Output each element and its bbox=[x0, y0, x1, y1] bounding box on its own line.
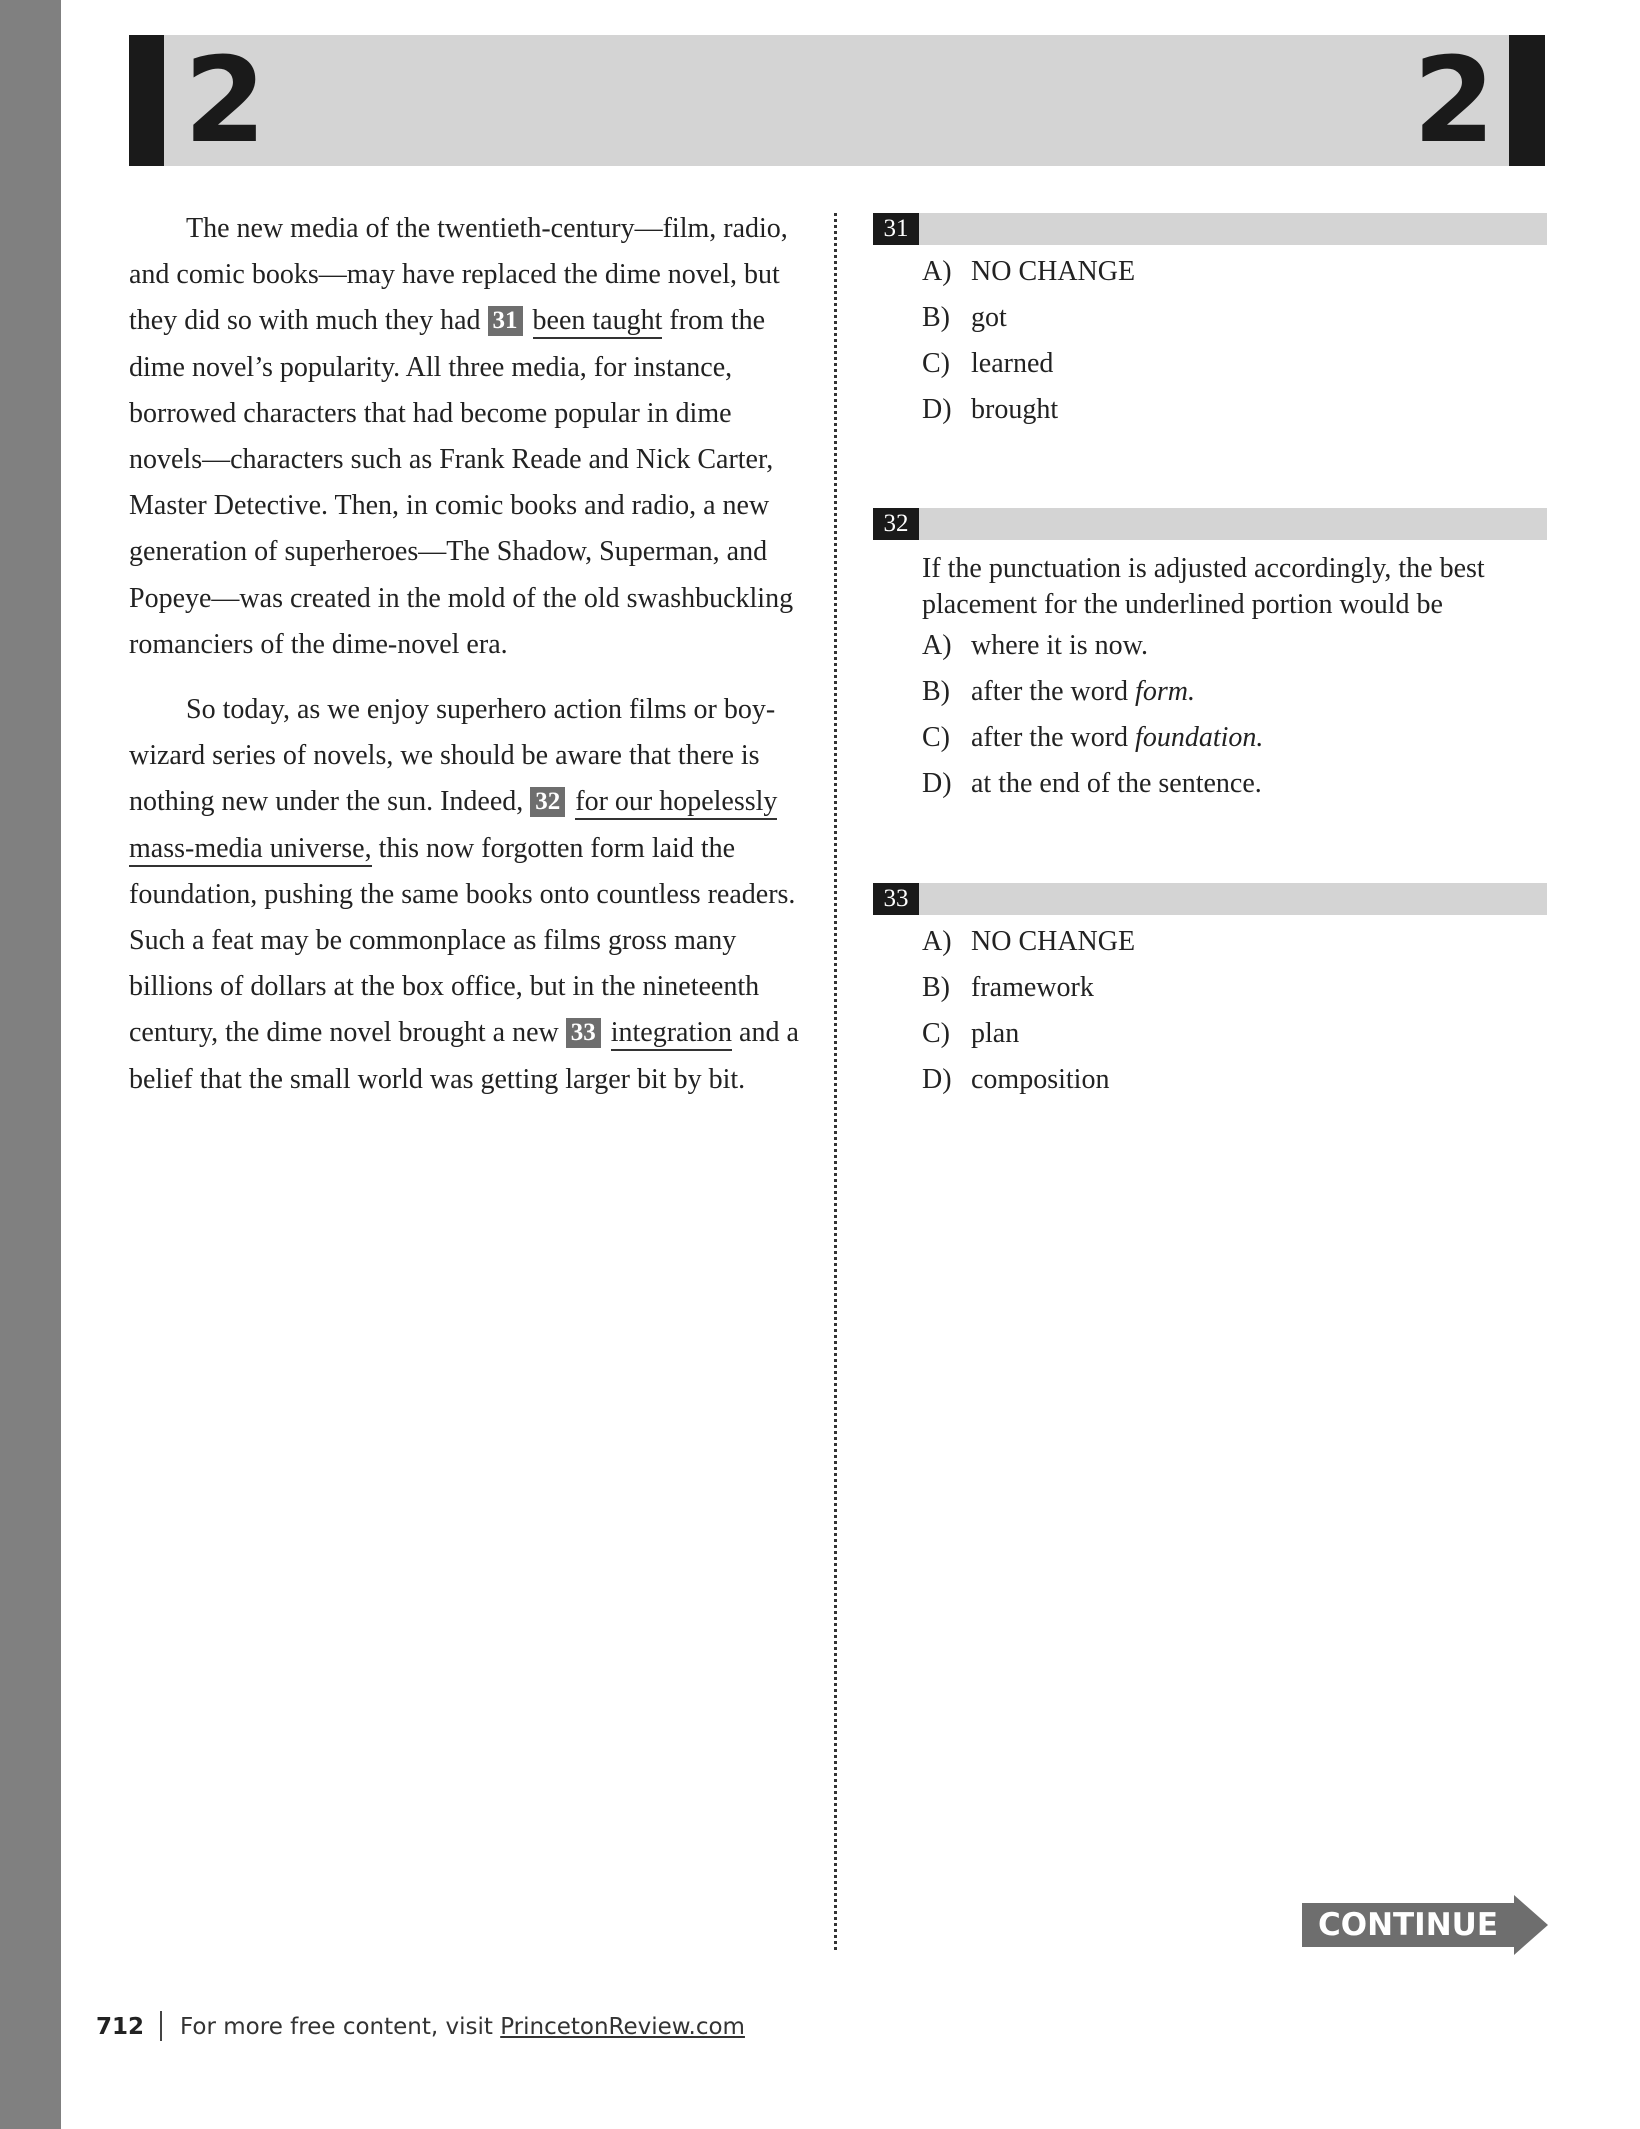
answer-option[interactable]: B) framework bbox=[922, 972, 1094, 1003]
question-marker-31[interactable]: 31 bbox=[488, 306, 523, 336]
header-bar-left bbox=[129, 35, 164, 166]
question-number: 33 bbox=[873, 883, 919, 915]
question-bar bbox=[873, 508, 1547, 540]
question-marker-32[interactable]: 32 bbox=[530, 787, 565, 817]
underlined-portion-33[interactable]: integration bbox=[611, 1017, 732, 1051]
page-footer bbox=[96, 2010, 745, 2044]
answer-option[interactable]: A) NO CHANGE bbox=[922, 926, 1136, 957]
continue-label: CONTINUE bbox=[1317, 1907, 1499, 1943]
passage-paragraph-2: So today, as we enjoy superhero action films or boy-wizard series of novels, we should be aware that there is nothing new under the sun. Indeed, 32 for our hopelessly mass-media universe, this now forgotten form laid the foundation, pushing the same books onto countless readers. Such a feat may be commonplace as films gross many billions of dollars at the box office, but in the nineteenth century, the dime novel brought a new 33 integration and a belief that the small world was getting larger bit by bit. bbox=[129, 694, 799, 1095]
question-number: 31 bbox=[873, 213, 919, 245]
footer-separator bbox=[160, 2011, 162, 2041]
answer-option[interactable]: B) got bbox=[922, 302, 1007, 333]
footer-text: For more free content, visit bbox=[180, 2014, 501, 2040]
question-bar bbox=[873, 213, 1547, 245]
answer-options bbox=[873, 623, 1547, 807]
question-number: 32 bbox=[873, 508, 919, 540]
princeton-review-link[interactable]: PrincetonReview.com bbox=[500, 2014, 745, 2040]
section-header-band bbox=[129, 35, 1545, 166]
question-32 bbox=[873, 508, 1547, 807]
answer-option[interactable]: D) composition bbox=[922, 1064, 1110, 1095]
underlined-portion-31[interactable]: been taught bbox=[533, 305, 663, 339]
question-stem: If the punctuation is adjusted accordingly, the best placement for the underlined portion would be bbox=[922, 553, 1485, 620]
answer-option[interactable]: C) plan bbox=[922, 1018, 1020, 1049]
page-number: 712 bbox=[96, 2014, 145, 2040]
question-31 bbox=[873, 213, 1547, 433]
answer-option[interactable]: A) where it is now. bbox=[922, 630, 1149, 661]
answer-options bbox=[873, 249, 1547, 433]
answer-option[interactable]: D) at the end of the sentence. bbox=[922, 768, 1262, 799]
answer-options bbox=[873, 919, 1547, 1103]
underlined-portion-32[interactable]: for our hopelessly mass-media universe, bbox=[129, 786, 777, 866]
header-bar-right bbox=[1509, 35, 1545, 166]
question-marker-33[interactable]: 33 bbox=[566, 1018, 601, 1048]
answer-option[interactable]: B) after the word form. bbox=[922, 676, 1195, 707]
question-33 bbox=[873, 883, 1547, 1103]
answer-option[interactable]: C) after the word foundation. bbox=[922, 722, 1264, 753]
passage-paragraph-1: The new media of the twentieth-century—film, radio, and comic books—may have replaced the dime novel, but they did so with much they had 31 been taught from the dime novel’s popularity. All three media, for instance, borrowed characters that had become popular in dime novels—characters such as Frank Reade and Nick Carter, Master Detective. Then, in comic books and radio, a new generation of superheroes—The Shadow, Superman, and Popeye—was created in the mold of the old swashbuckling romanciers of the dime-novel era. bbox=[129, 213, 794, 660]
section-number-left: 2 bbox=[184, 31, 267, 169]
section-number-right: 2 bbox=[1413, 31, 1496, 169]
continue-button[interactable] bbox=[1302, 1895, 1548, 1955]
side-strip bbox=[0, 0, 61, 2129]
column-divider bbox=[834, 213, 837, 1950]
answer-option[interactable]: C) learned bbox=[922, 348, 1054, 379]
answer-option[interactable]: D) brought bbox=[922, 394, 1059, 425]
answer-option[interactable]: A) NO CHANGE bbox=[922, 256, 1136, 287]
passage bbox=[129, 206, 809, 1103]
question-bar bbox=[873, 883, 1547, 915]
